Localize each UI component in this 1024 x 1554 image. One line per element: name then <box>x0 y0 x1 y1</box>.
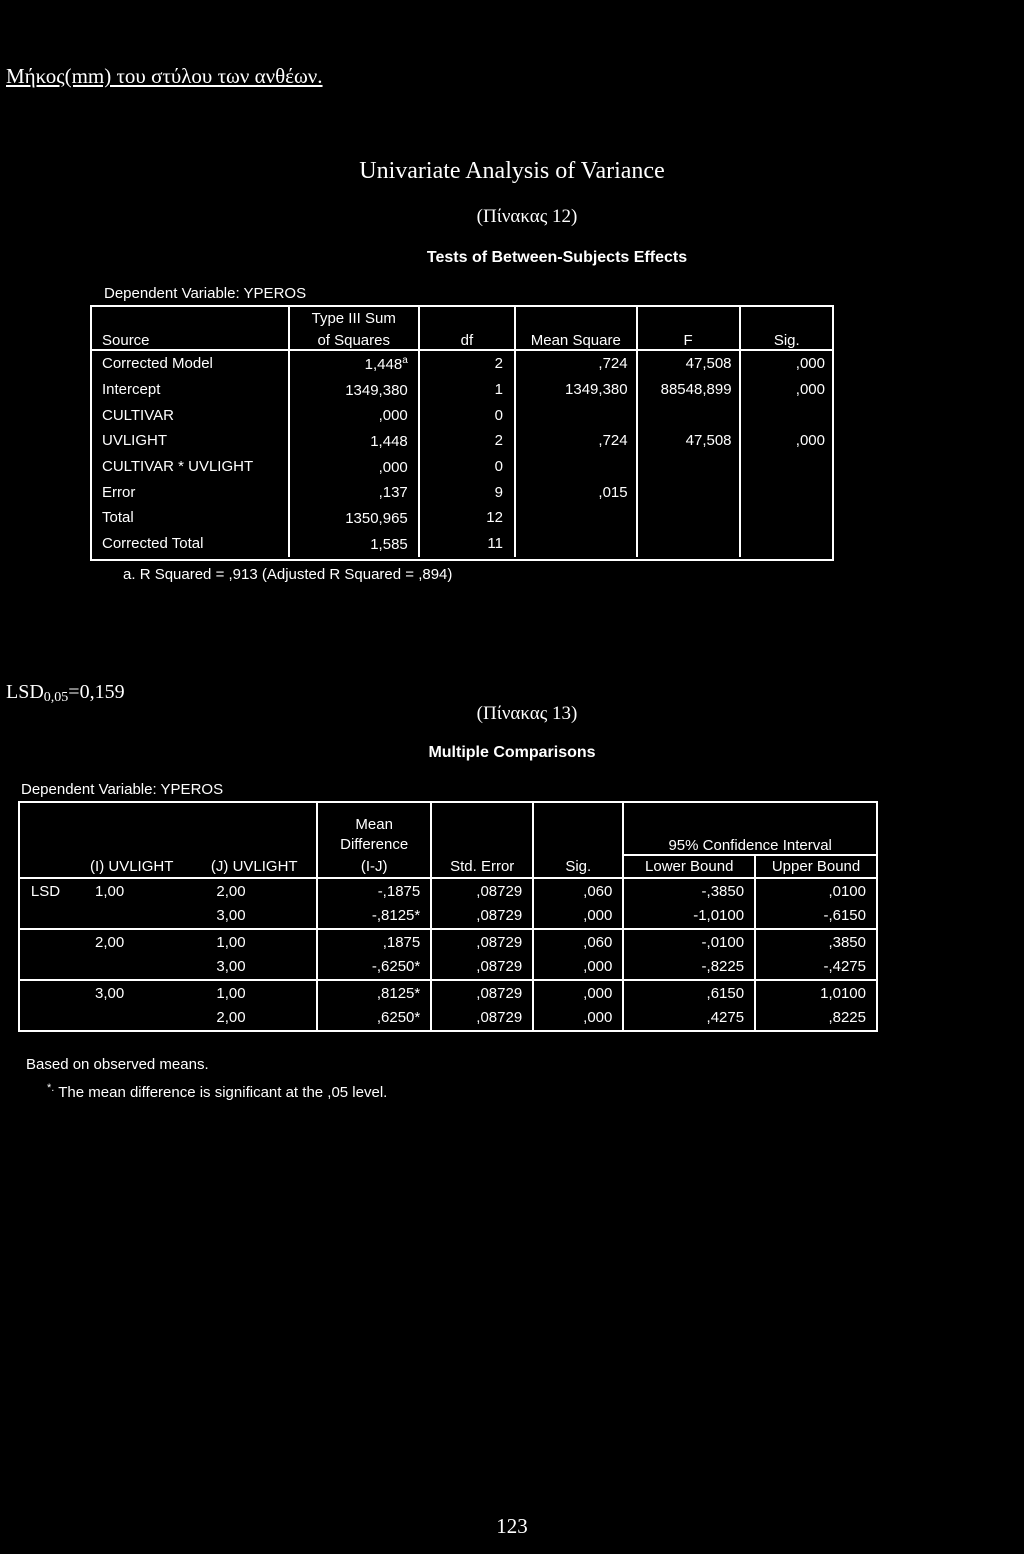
table-12-label: (Πίνακας 12) <box>476 206 578 227</box>
comparisons-body <box>19 878 877 1031</box>
anova-cell-source: Corrected Total <box>91 531 289 557</box>
anova-cell-f <box>637 402 740 428</box>
anova-cell-f: 47,508 <box>637 428 740 454</box>
anova-cell-ms <box>515 454 637 480</box>
comparison-method-empty <box>19 1006 71 1032</box>
comparison-cell-j: 3,00 <box>192 955 317 981</box>
table-12-dependent-variable: Dependent Variable: YPEROS <box>104 285 307 302</box>
comparison-cell-lower: -1,0100 <box>623 904 755 930</box>
anova-row <box>91 454 833 480</box>
anova-cell-df: 2 <box>419 428 515 454</box>
comparison-method-empty <box>19 904 71 930</box>
anova-cell-source: Error <box>91 479 289 505</box>
comparison-cell-md: -,1875 <box>317 878 431 904</box>
lsd-number: =0,159 <box>68 681 125 703</box>
comparison-cell-i: 1,00 <box>94 882 125 900</box>
comparison-cell-upper: 1,0100 <box>820 984 866 1002</box>
comparison-row <box>19 878 877 904</box>
table-13-caption: Multiple Comparisons <box>428 744 596 761</box>
footnote-text: R Squared = ,913 (Adjusted R Squared = ,894) <box>139 566 453 583</box>
anova-cell-ss: 1,448$^a$ <box>289 350 419 377</box>
comparisons-note-significance <box>47 1082 387 1101</box>
anova-cell-source: Corrected Model <box>91 350 289 377</box>
comparison-cell-upper: ,0100 <box>828 882 866 900</box>
comparison-cell-lower: -,8225 <box>623 955 755 981</box>
comparison-cell-md: -,8125* <box>317 904 431 930</box>
header-f: F <box>637 327 740 350</box>
note-text: The mean difference is significant at the ,05 level. <box>58 1084 388 1101</box>
comparison-cell-se: ,08729 <box>431 904 533 930</box>
anova-cell-sig <box>740 454 833 480</box>
header-md-line1: Mean <box>317 802 431 833</box>
comparison-row <box>19 929 877 955</box>
anova-cell-ms: ,015 <box>515 479 637 505</box>
comparison-cell-sig: ,000 <box>533 1006 623 1032</box>
anova-cell-ss: ,137 <box>289 479 419 505</box>
comparison-cell-j: 2,00 <box>192 878 317 904</box>
anova-cell-ms <box>515 402 637 428</box>
anova-cell-ms: ,724 <box>515 350 637 377</box>
comparisons-note-observed: Based on observed means. <box>26 1056 209 1073</box>
comparison-cell-i <box>71 904 192 930</box>
anova-cell-f <box>637 479 740 505</box>
header-df: df <box>419 327 515 350</box>
anova-row <box>91 531 833 557</box>
comparison-cell-i: 2,00 <box>94 933 125 951</box>
lsd-subscript: 0,05 <box>43 690 69 705</box>
anova-cell-ss: 1350,965 <box>289 505 419 531</box>
comparisons-header-row-1 <box>19 802 877 833</box>
anova-cell-f: 47,508 <box>637 350 740 377</box>
anova-cell-ms: ,724 <box>515 428 637 454</box>
anova-cell-sig <box>740 505 833 531</box>
comparisons-table <box>18 801 878 1032</box>
anova-header-row-1 <box>91 305 833 327</box>
comparison-cell-md: ,6250* <box>317 1006 431 1032</box>
section-heading: Μήκος(mm) του στύλου των ανθέων. <box>6 64 323 88</box>
anova-cell-sig <box>740 479 833 505</box>
anova-cell-df: 1 <box>419 377 515 403</box>
anova-row <box>91 350 833 377</box>
comparison-cell-md: ,1875 <box>317 929 431 955</box>
footnote-marker: a. <box>123 566 136 583</box>
comparison-cell-j: 1,00 <box>192 929 317 955</box>
anova-cell-ss: 1,448 <box>289 428 419 454</box>
header-i: (I) UVLIGHT <box>90 857 174 875</box>
anova-cell-sig: ,000 <box>795 355 825 373</box>
comparison-cell-i <box>71 955 192 981</box>
anova-cell-ms <box>515 531 637 557</box>
header-md-line3: (I-J) <box>317 855 431 878</box>
anova-cell-source: Intercept <box>91 377 289 403</box>
header-ss-line2: of Squares <box>289 327 419 350</box>
anova-cell-df: 2 <box>419 350 515 377</box>
comparison-cell-i <box>71 1006 192 1032</box>
table-13-label: (Πίνακας 13) <box>476 703 578 724</box>
comparison-cell-upper: ,8225 <box>828 1009 866 1027</box>
comparison-cell-lower: -,0100 <box>623 929 755 955</box>
anova-cell-sig <box>740 402 833 428</box>
anova-row <box>91 479 833 505</box>
comparison-cell-upper: -,4275 <box>823 958 866 976</box>
comparison-cell-lower: ,6150 <box>623 980 755 1006</box>
anova-cell-ss: ,000 <box>289 454 419 480</box>
anova-row <box>91 505 833 531</box>
comparison-cell-sig: ,000 <box>533 904 623 930</box>
comparison-cell-sig: ,000 <box>533 980 623 1006</box>
comparison-cell-j: 3,00 <box>192 904 317 930</box>
comparison-row <box>19 1006 877 1032</box>
anova-cell-df: 0 <box>419 402 515 428</box>
anova-cell-df: 0 <box>419 454 515 480</box>
comparison-cell-upper: -,6150 <box>823 907 866 925</box>
comparison-method-empty <box>19 955 71 981</box>
header-lower: Lower Bound <box>623 855 755 878</box>
comparison-cell-md: ,8125* <box>317 980 431 1006</box>
anova-cell-sig: ,000 <box>795 381 825 399</box>
anova-cell-f: 88548,899 <box>637 377 740 403</box>
comparisons-header-row-2 <box>19 833 877 855</box>
anova-cell-ms: 1349,380 <box>515 377 637 403</box>
comparison-cell-sig: ,060 <box>533 878 623 904</box>
header-ms: Mean Square <box>515 327 637 350</box>
anova-row <box>91 428 833 454</box>
analysis-title: Univariate Analysis of Variance <box>359 158 665 184</box>
comparison-row <box>19 904 877 930</box>
comparison-cell-se: ,08729 <box>431 980 533 1006</box>
note-marker: *. <box>47 1082 55 1094</box>
header-j: (J) UVLIGHT <box>192 855 317 878</box>
anova-table <box>91 305 833 557</box>
anova-cell-ss: 1349,380 <box>289 377 419 403</box>
anova-header-row-2 <box>91 327 833 350</box>
anova-cell-f <box>637 454 740 480</box>
comparison-cell-sig: ,000 <box>533 955 623 981</box>
header-upper: Upper Bound <box>771 858 861 875</box>
anova-cell-source: Total <box>91 505 289 531</box>
anova-row <box>91 402 833 428</box>
anova-cell-sig: ,000 <box>795 432 825 450</box>
anova-cell-source: CULTIVAR <box>91 402 289 428</box>
comparison-method-empty <box>19 929 71 955</box>
comparison-cell-se: ,08729 <box>431 878 533 904</box>
comparison-cell-sig: ,060 <box>533 929 623 955</box>
anova-superscript: a <box>402 354 408 366</box>
header-ss-line1: Type III Sum <box>289 305 419 327</box>
comparison-method-empty <box>19 980 71 1006</box>
page-number: 123 <box>496 1514 528 1538</box>
anova-body <box>91 350 833 557</box>
comparison-row <box>19 980 877 1006</box>
anova-cell-df: 12 <box>419 505 515 531</box>
comparison-cell-lower: ,4275 <box>623 1006 755 1032</box>
comparison-cell-se: ,08729 <box>431 955 533 981</box>
comparison-cell-j: 1,00 <box>192 980 317 1006</box>
header-md-line2: Difference <box>317 833 431 855</box>
comparison-cell-upper: ,3850 <box>828 933 866 951</box>
anova-cell-ss: 1,585 <box>289 531 419 557</box>
comparison-cell-i: 3,00 <box>94 984 125 1002</box>
table-13-dependent-variable: Dependent Variable: YPEROS <box>21 781 224 798</box>
anova-cell-f <box>637 505 740 531</box>
anova-cell-df: 11 <box>419 531 515 557</box>
anova-footnote <box>123 566 452 583</box>
anova-cell-df: 9 <box>419 479 515 505</box>
header-source: Source <box>91 327 289 350</box>
comparison-cell-lower: -,3850 <box>623 878 755 904</box>
comparison-method: LSD <box>30 882 61 900</box>
anova-cell-f <box>637 531 740 557</box>
anova-row <box>91 377 833 403</box>
header-se: Std. Error <box>431 855 533 878</box>
lsd-label: LSD <box>6 681 44 703</box>
comparisons-header-row-3 <box>19 855 877 878</box>
comparison-cell-se: ,08729 <box>431 929 533 955</box>
comparison-row <box>19 955 877 981</box>
comparison-cell-j: 2,00 <box>192 1006 317 1032</box>
anova-cell-source: CULTIVAR * UVLIGHT <box>91 454 289 480</box>
header-sig: Sig. <box>773 332 800 349</box>
anova-cell-ms <box>515 505 637 531</box>
header-ci: 95% Confidence Interval <box>623 833 877 855</box>
comparison-cell-se: ,08729 <box>431 1006 533 1032</box>
anova-cell-source: UVLIGHT <box>91 428 289 454</box>
anova-cell-ss: ,000 <box>289 402 419 428</box>
table-12-caption: Tests of Between-Subjects Effects <box>426 249 688 266</box>
header-sig: Sig. <box>533 855 623 878</box>
comparison-cell-md: -,6250* <box>317 955 431 981</box>
anova-cell-sig <box>740 531 833 557</box>
